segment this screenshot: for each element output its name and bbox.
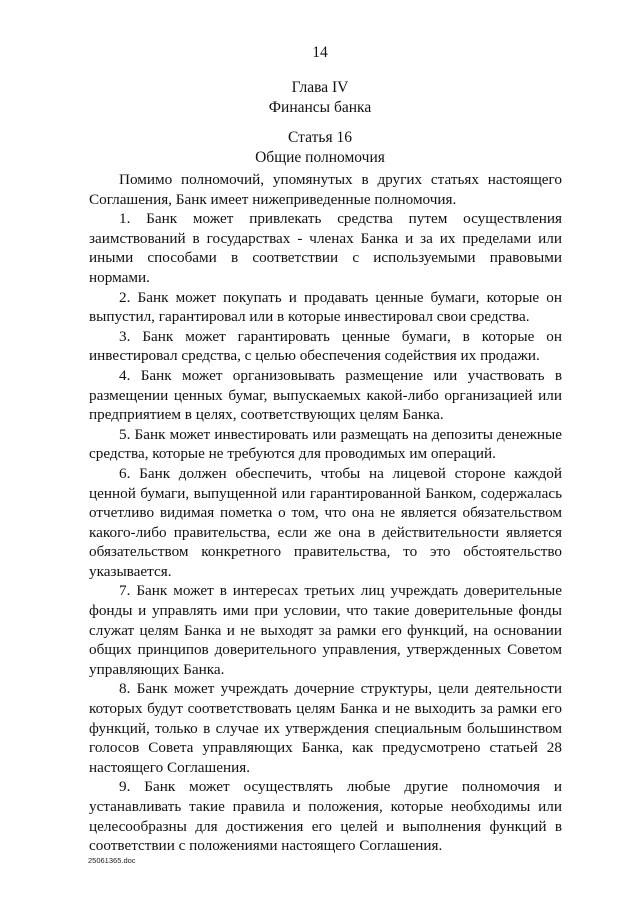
paragraph-1: 1. Банк может привлекать средства путем осуществления заимствований в государствах - членах Банка и за их пределами или иными способами в соответствии с используемыми правовыми нормами.	[89, 210, 562, 286]
paragraph-6: 6. Банк должен обеспечить, чтобы на лицевой стороне каждой ценной бумаги, выпущенной или гарантированной Банком, содержалась отчетливо видимая пометка о том, что она не является обязательством какого-либо правительства, если же она в действительности является обязательством конкретного правительства, то это обстоятельство указывается.	[89, 464, 562, 580]
paragraph-8: 8. Банк может учреждать дочерние структуры, цели деятельности которых будут соответствовать целям Банка и не выходить за рамки его функций, только в случае их утверждения специальным большинством голосов Совета управляющих Банка, как предусмотрено статьей 28 настоящего Соглашения.	[89, 680, 562, 776]
paragraph-3: 3. Банк может гарантировать ценные бумаги, в которые он инвестировал средства, с целью обеспечения содействия их продажи.	[89, 327, 562, 365]
article-title: Общие полномочия	[255, 149, 385, 166]
paragraph-intro: Помимо полномочий, упомянутых в других статьях настоящего Соглашения, Банк имеет нижеприведенные полномочия.	[89, 171, 562, 208]
article-label: Статья 16	[288, 129, 352, 146]
article-body	[89, 170, 562, 856]
heading-block	[0, 78, 640, 168]
paragraph-9: 9. Банк может осуществлять любые другие полномочия и устанавливать такие правила и положения, которые необходимы или целесообразны для достижения его целей и выполнения функций в соответствии с положениями настоящего Соглашения.	[89, 778, 562, 855]
chapter-title: Финансы банка	[268, 99, 372, 116]
paragraph-7: 7. Банк может в интересах третьих лиц учреждать доверительные фонды и управлять ими при условии, что такие доверительные фонды служат целям Банка и не выходят за рамки его функций, на основании общих принципов доверительного управления, утвержденных Советом управляющих Банка.	[89, 582, 562, 678]
paragraph-5: 5. Банк может инвестировать или размещать на депозиты денежные средства, которые не требуются для проводимых им операций.	[89, 425, 562, 463]
paragraph-2: 2. Банк может покупать и продавать ценные бумаги, которые он выпустил, гарантировал или в которые инвестировал свои средства.	[89, 288, 562, 326]
paragraph-4: 4. Банк может организовывать размещение или участвовать в размещении ценных бумаг, выпускаемых какой-либо организацией или предприятием в целях, соответствующих целям Банка.	[89, 366, 562, 424]
page-number: 14	[312, 44, 328, 61]
footer-filename: 25061365.doc	[88, 856, 136, 865]
chapter-label: Глава IV	[291, 79, 349, 96]
